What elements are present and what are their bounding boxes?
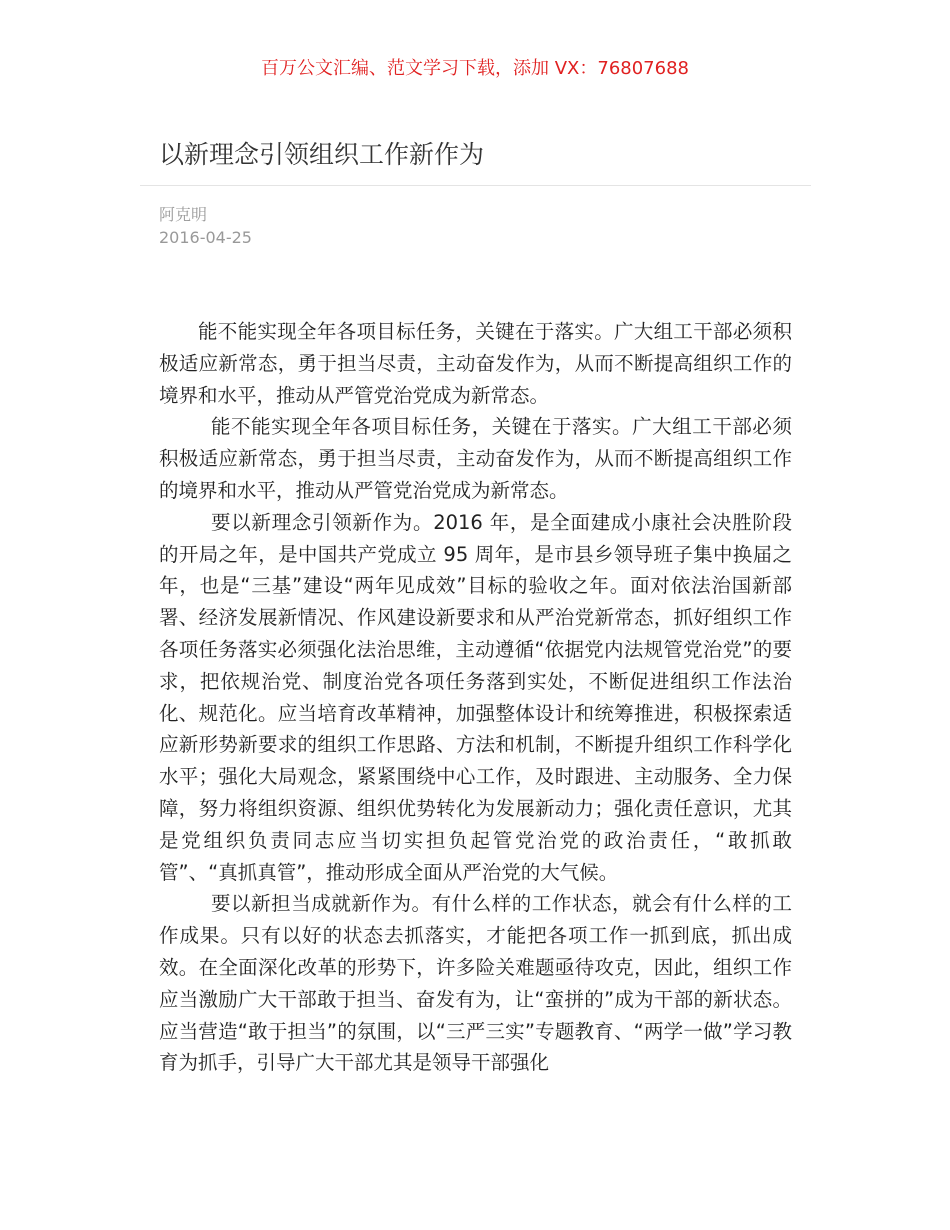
article-paragraph: 能不能实现全年各项目标任务，关键在于落实。广大组工干部必须积极适应新常态，勇于担当尽责，主动奋发作为，从而不断提高组织工作的境界和水平，推动从严管党治党成为新常态。 [159, 320, 792, 407]
article-title: 以新理念引领组织工作新作为 [159, 140, 485, 169]
article-paragraph: 能不能实现全年各项目标任务，关键在于落实。广大组工干部必须积极适应新常态，勇于担当尽责，主动奋发作为，从而不断提高组织工作的境界和水平，推动从严管党治党成为新常态。 [159, 415, 792, 502]
article-meta [159, 203, 252, 249]
article-paragraph: 要以新理念引领新作为。2016 年，是全面建成小康社会决胜阶段的开局之年，是中国共产党成立 95 周年，是市县乡领导班子集中换届之年，也是“三基”建设“两年见成效”目标的验收之年。面对依法治国新部署、经济发展新情况、作风建设新要求和从严治党新常态，抓好组织工作各项任务落实必须强化法治思维，主动遵循“依据党内法规管党治党”的要求，把依规治党、制度治党各项任务落到实处，不断促进组织工作法治化、规范化。应当培育改革精神，加强整体设计和统筹推进，积极探索适应新形势新要求的组织工作思路、方法和机制，不断提升组织工作科学化水平；强化大局观念，紧紧围绕中心工作，及时跟进、主动服务、全力保障，努力将组织资源、组织优势转化为发展新动力；强化责任意识，尤其是党组织负责同志应当切实担负起管党治党的政治责任，“敢抓敢管”、“真抓真管”，推动形成全面从严治党的大气候。 [159, 510, 792, 884]
article-paragraph: 要以新担当成就新作为。有什么样的工作状态，就会有什么样的工作成果。只有以好的状态去抓落实，才能把各项工作一抓到底，抓出成效。在全面深化改革的形势下，许多险关难题亟待攻克，因此，组织工作应当激励广大干部敢于担当、奋发有为，让“蛮拼的”成为干部的新状态。应当营造“敢于担当”的氛围，以“三严三实”专题教育、“两学一做”学习教育为抓手，引导广大干部尤其是领导干部强化 [159, 892, 792, 1075]
promo-banner: 百万公文汇编、范文学习下载，添加 VX：76807688 [261, 58, 689, 79]
article-body [159, 316, 792, 1079]
title-divider [140, 185, 811, 186]
article-date: 2016-04-25 [159, 228, 252, 247]
article-author: 阿克明 [159, 205, 208, 224]
